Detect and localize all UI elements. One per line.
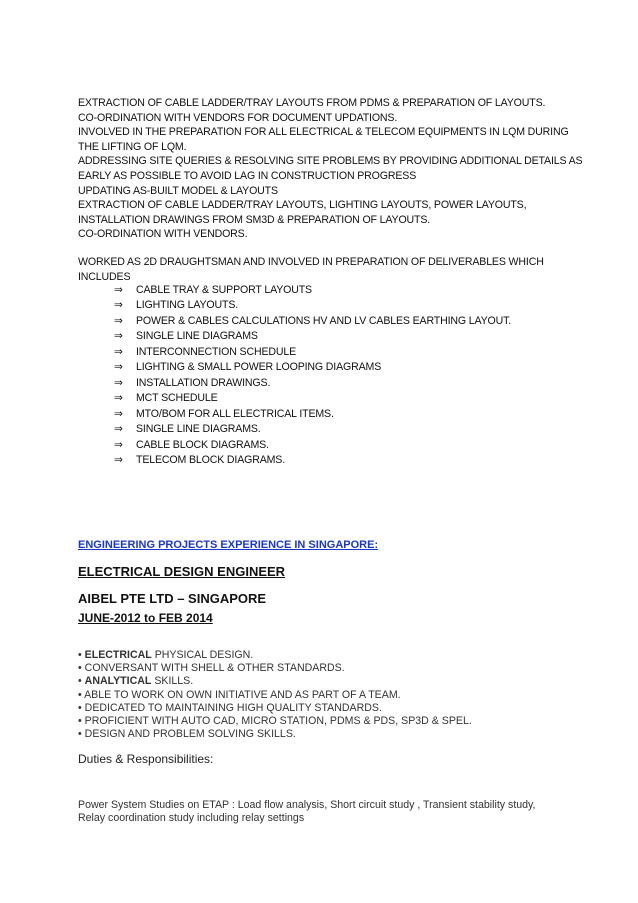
bullet-icon: • — [78, 649, 82, 661]
paragraph-line: UPDATING AS-BUILT MODEL & LAYOUTS — [78, 184, 278, 197]
skill-bold: ELECTRICAL — [84, 649, 152, 661]
worked-intro — [78, 255, 558, 284]
list-item-text: CABLE TRAY & SUPPORT LAYOUTS — [136, 284, 312, 296]
arrow-icon: ⇒ — [114, 407, 123, 420]
list-item — [114, 329, 511, 344]
bullet-icon: • — [78, 675, 82, 688]
list-item — [114, 376, 511, 391]
arrow-icon: ⇒ — [114, 423, 123, 436]
list-item — [114, 391, 511, 406]
list-item-text: POWER & CABLES CALCULATIONS HV AND LV CABLES EARTHING LAYOUT. — [136, 314, 512, 327]
paragraph-line: EXTRACTION OF CABLE LADDER/TRAY LAYOUTS, LIGHTING LAYOUTS, POWER LAYOUTS, — [78, 199, 527, 212]
paragraph-line: THE LIFTING OF LQM. — [78, 140, 187, 153]
paragraph-line: CO-ORDINATION WITH VENDORS FOR DOCUMENT UPDATIONS. — [78, 111, 398, 124]
list-item-text: TELECOM BLOCK DIAGRAMS. — [136, 453, 286, 466]
arrow-icon: ⇒ — [114, 392, 123, 405]
arrow-icon: ⇒ — [114, 361, 123, 374]
list-item — [114, 298, 511, 313]
paragraph-line: Power System Studies on ETAP : Load flow analysis, Short circuit study , Transient stability study, — [78, 799, 536, 811]
duties-heading: Duties & Responsibilities: — [78, 752, 214, 766]
arrow-icon: ⇒ — [114, 330, 123, 343]
arrow-icon: ⇒ — [114, 284, 123, 296]
list-item-text: LIGHTING LAYOUTS. — [136, 299, 239, 312]
paragraph-line: EARLY AS POSSIBLE TO AVOID LAG IN CONSTRUCTION PROGRESS — [78, 169, 417, 182]
list-item-text: INSTALLATION DRAWINGS. — [136, 376, 271, 389]
list-item-text: INTERCONNECTION SCHEDULE — [136, 345, 297, 358]
list-item-text: MCT SCHEDULE — [136, 392, 218, 405]
skill-item — [78, 715, 472, 728]
list-item — [114, 314, 511, 329]
skill-text: DESIGN AND PROBLEM SOLVING SKILLS. — [84, 728, 296, 741]
skill-item — [78, 675, 472, 688]
paragraph-line: INSTALLATION DRAWINGS FROM SM3D & PREPARATION OF LAYOUTS. — [78, 213, 431, 226]
skill-item — [78, 689, 472, 702]
section-heading-link[interactable]: ENGINEERING PROJECTS EXPERIENCE IN SINGAPORE: — [78, 539, 379, 551]
list-item-text: CABLE BLOCK DIAGRAMS. — [136, 438, 269, 451]
list-item-text: SINGLE LINE DIAGRAMS. — [136, 423, 261, 436]
bullet-icon: • — [78, 688, 82, 701]
employment-dates: JUNE-2012 to FEB 2014 — [78, 611, 213, 625]
bullet-icon: • — [78, 728, 82, 741]
skill-text: CONVERSANT WITH SHELL & OTHER STANDARDS. — [84, 662, 345, 675]
list-item — [114, 407, 511, 422]
bullet-icon: • — [78, 701, 82, 714]
skill-text: PROFICIENT WITH AUTO CAD, MICRO STATION, PDMS & PDS, SP3D & SPEL. — [84, 715, 472, 728]
list-item — [114, 360, 511, 375]
paragraph-line: CO-ORDINATION WITH VENDORS. — [78, 228, 248, 241]
skill-text: ABLE TO WORK ON OWN INITIATIVE AND AS PART OF A TEAM. — [84, 688, 401, 701]
paragraph-line: ADDRESSING SITE QUERIES & RESOLVING SITE PROBLEMS BY PROVIDING ADDITIONAL DETAILS AS — [78, 155, 583, 168]
role-title: ELECTRICAL DESIGN ENGINEER — [78, 564, 286, 579]
paragraph-line: EXTRACTION OF CABLE LADDER/TRAY LAYOUTS FROM PDMS & PREPARATION OF LAYOUTS. — [78, 97, 546, 109]
list-item-text: LIGHTING & SMALL POWER LOOPING DIAGRAMS — [136, 361, 382, 374]
list-item-text: MTO/BOM FOR ALL ELECTRICAL ITEMS. — [136, 407, 334, 420]
paragraph-line: WORKED AS 2D DRAUGHTSMAN AND INVOLVED IN PREPARATION OF DELIVERABLES WHICH — [78, 256, 544, 268]
arrow-icon: ⇒ — [114, 314, 123, 327]
paragraph-line: INVOLVED IN THE PREPARATION FOR ALL ELECTRICAL & TELECOM EQUIPMENTS IN LQM DURING — [78, 126, 569, 139]
bullet-icon: • — [78, 715, 82, 728]
skill-item — [78, 728, 472, 741]
list-item — [114, 438, 511, 453]
skill-item — [78, 702, 472, 715]
skill-text: SKILLS. — [151, 675, 194, 688]
studies-paragraph — [78, 799, 558, 826]
company-name: AIBEL PTE LTD – SINGAPORE — [78, 591, 267, 606]
skill-text: PHYSICAL DESIGN. — [151, 649, 254, 661]
skill-item — [78, 649, 472, 662]
list-item — [114, 453, 511, 468]
list-item — [114, 422, 511, 437]
arrow-icon: ⇒ — [114, 438, 123, 451]
list-item-text: SINGLE LINE DIAGRAMS — [136, 330, 258, 343]
skills-list — [78, 649, 472, 741]
responsibilities-paragraph — [78, 96, 583, 242]
arrow-icon: ⇒ — [114, 299, 123, 312]
bullet-icon: • — [78, 662, 82, 675]
paragraph-line: INCLUDES — [78, 270, 131, 283]
arrow-icon: ⇒ — [114, 345, 123, 358]
deliverables-list — [114, 283, 511, 468]
arrow-icon: ⇒ — [114, 453, 123, 466]
skill-item — [78, 662, 472, 675]
list-item — [114, 283, 511, 298]
paragraph-line: Relay coordination study including relay settings — [78, 812, 305, 825]
skill-text: DEDICATED TO MAINTAINING HIGH QUALITY STANDARDS. — [84, 701, 382, 714]
list-item — [114, 345, 511, 360]
arrow-icon: ⇒ — [114, 376, 123, 389]
skill-bold: ANALYTICAL — [84, 675, 152, 688]
